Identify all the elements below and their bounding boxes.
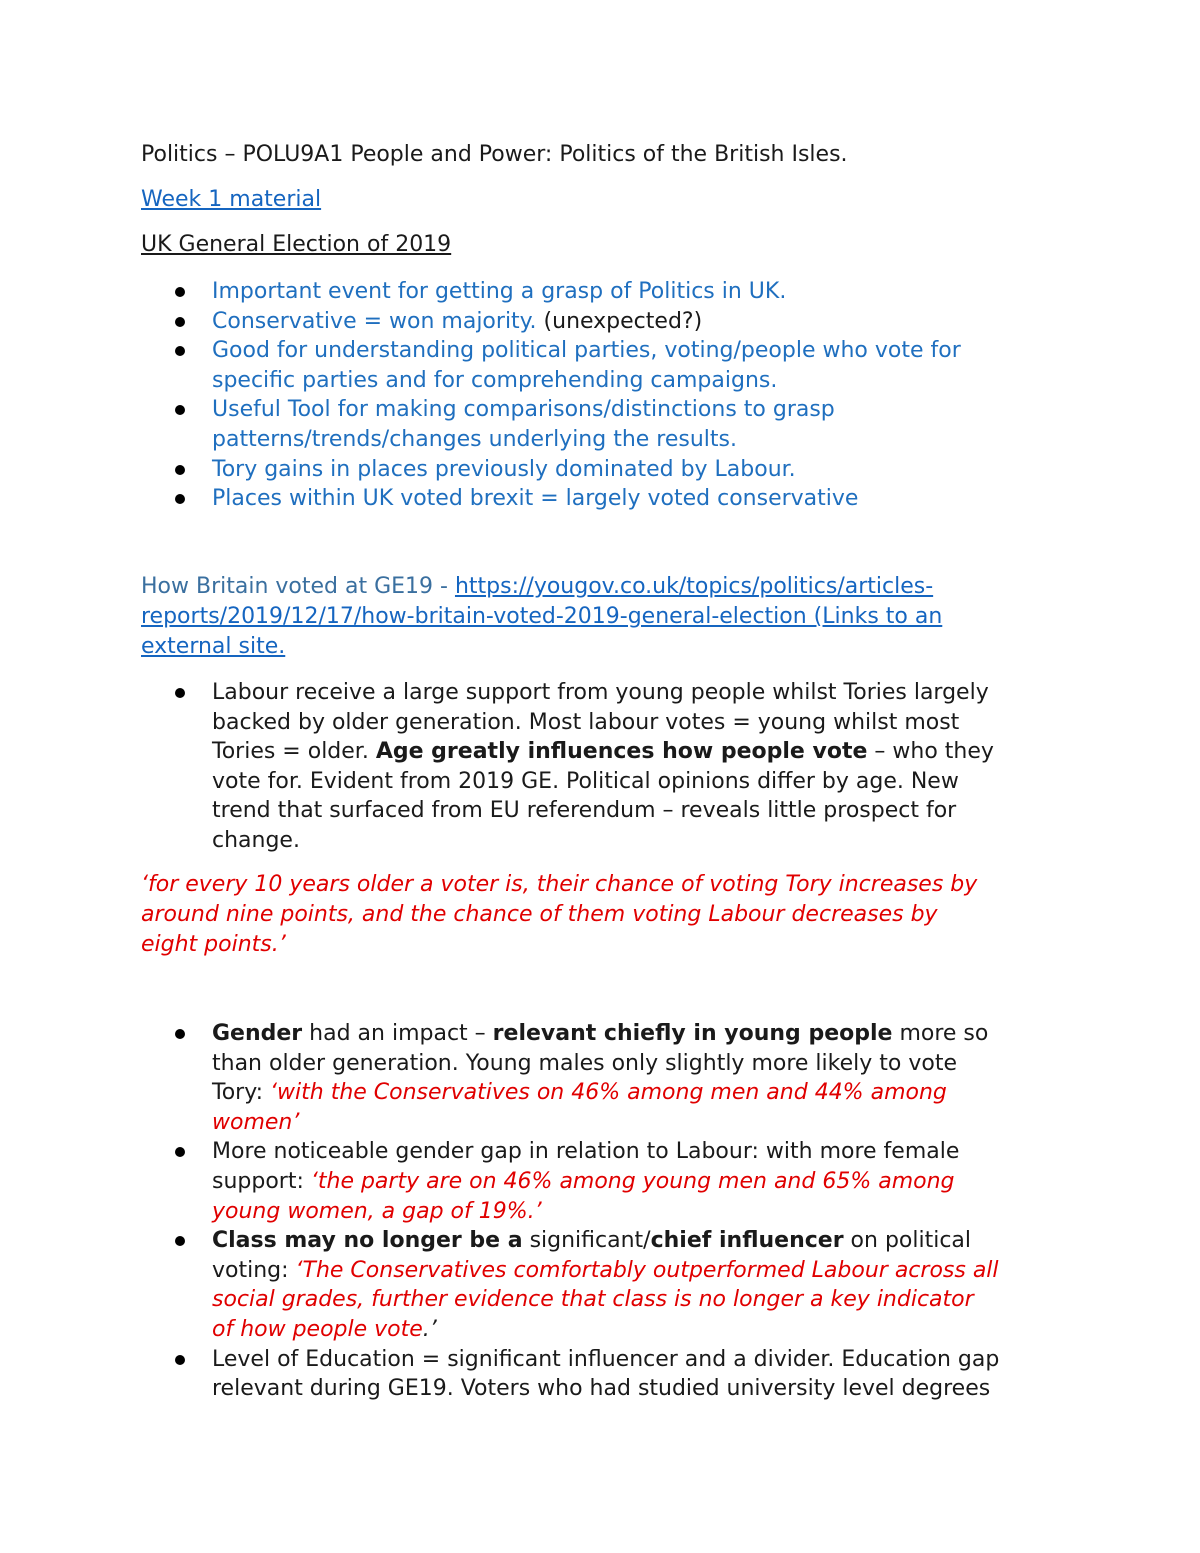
bullet-text: More noticeable gender gap in relation to Labour: with more female [212,1139,960,1165]
age-quote [141,870,977,960]
bullet-text: Tory gains in places previously dominated by Labour. [212,456,796,482]
bullet-icon [175,287,185,297]
bullet-text: patterns/trends/changes underlying the results. [212,426,738,452]
bullet-text: on political [843,1228,972,1254]
bullet-text: trend that surfaced from EU referendum – reveals little prospect for [212,798,957,824]
bullet-icon [175,346,185,356]
bullet-text: had an impact – [302,1021,493,1046]
quote-text: around nine points, and the chance of them voting Labour decreases by [141,902,938,927]
list-item [0,1226,999,1344]
quote-text: ‘The Conservatives comfortably outperformed Labour across all [295,1257,999,1283]
list-item [0,277,961,307]
quote-text: of how people vote [212,1316,423,1342]
bold-text: Age greatly influences how people vote [375,739,868,765]
list-item [0,336,961,395]
bullet-text: relevant during GE19. Voters who had studied university level degrees [212,1376,991,1402]
bullet-text: more so [892,1021,989,1046]
list-item [0,1019,999,1137]
demographics-bullet-list [0,1019,999,1404]
bullet-text: than older generation. Young males only slightly more likely to vote [212,1050,957,1076]
bullet-text: vote for. Evident from 2019 GE. Political opinions differ by age. New [212,768,959,794]
bold-text: Class may no longer be a [212,1228,523,1254]
source-intro: How Britain voted at GE19 - [141,574,455,599]
quote-text: eight points.’ [141,932,286,957]
bullet-icon [175,405,185,415]
bullet-text: Tories = older. [212,739,376,765]
document-title: Politics – POLU9A1 People and Power: Politics of the British Isles. [141,142,848,167]
yougov-source [141,572,942,662]
list-item [0,484,961,514]
bullet-text: Level of Education = significant influencer and a divider. Education gap [212,1346,1000,1372]
bullet-icon [175,1029,185,1039]
bullet-text-unexpected: (unexpected?) [543,308,703,334]
bold-text: Gender [212,1021,303,1046]
quote-text: women’ [212,1109,300,1135]
quote-text: social grades, further evidence that class is no longer a key indicator [212,1287,974,1313]
list-item [0,307,961,337]
bullet-text: backed by older generation. Most labour votes = young whilst most [212,709,960,735]
bullet-icon [175,1147,185,1157]
list-item [0,1137,999,1226]
bullet-text: voting: [212,1257,296,1283]
yougov-link-end[interactable]: external site. [141,634,286,659]
age-bullet-list [0,678,994,856]
election-bullet-list [0,277,961,514]
quote-end: .’ [422,1316,437,1342]
bullet-text: change. [212,827,300,853]
bullet-icon [175,494,185,504]
bullet-text: Tory: [212,1080,271,1106]
bullet-text: specific parties and for comprehending campaigns. [212,367,778,393]
yougov-link[interactable]: https://yougov.co.uk/topics/politics/articles- [454,574,934,599]
bullet-text: support: [212,1168,311,1194]
bold-text: relevant chiefly in young people [492,1021,893,1046]
list-item [0,455,961,485]
yougov-link-cont[interactable]: reports/2019/12/17/how-britain-voted-2019-general-election (Links to an [141,604,943,629]
bullet-text: significant/ [522,1228,651,1254]
bullet-text: – who they [867,739,994,765]
bullet-icon [175,465,185,475]
bullet-text: Places within UK voted brexit = largely voted conservative [212,486,859,512]
bullet-text: Useful Tool for making comparisons/distinctions to grasp [212,397,835,423]
list-item [0,1345,999,1404]
bullet-text: Good for understanding political parties, voting/people who vote for [212,338,961,364]
bullet-icon [175,688,185,698]
bullet-text: Labour receive a large support from young people whilst Tories largely [212,680,989,705]
bullet-text: Conservative = won majority. [212,308,544,334]
quote-text: ‘the party are on 46% among young men and 65% among [310,1168,955,1194]
quote-text: young women, a gap of 19%.’ [212,1198,542,1224]
list-item [0,678,994,856]
bullet-icon [175,317,185,327]
list-item [0,395,961,454]
quote-text: ‘with the Conservatives on 46% among men and 44% among [270,1080,947,1106]
bold-text: chief influencer [650,1228,844,1254]
section-heading-election: UK General Election of 2019 [141,232,452,257]
quote-text: ‘for every 10 years older a voter is, their chance of voting Tory increases by [141,872,978,897]
bullet-icon [175,1236,185,1246]
bullet-icon [175,1355,185,1365]
week-1-link[interactable]: Week 1 material [141,187,322,212]
bullet-text: Important event for getting a grasp of Politics in UK. [212,279,787,304]
